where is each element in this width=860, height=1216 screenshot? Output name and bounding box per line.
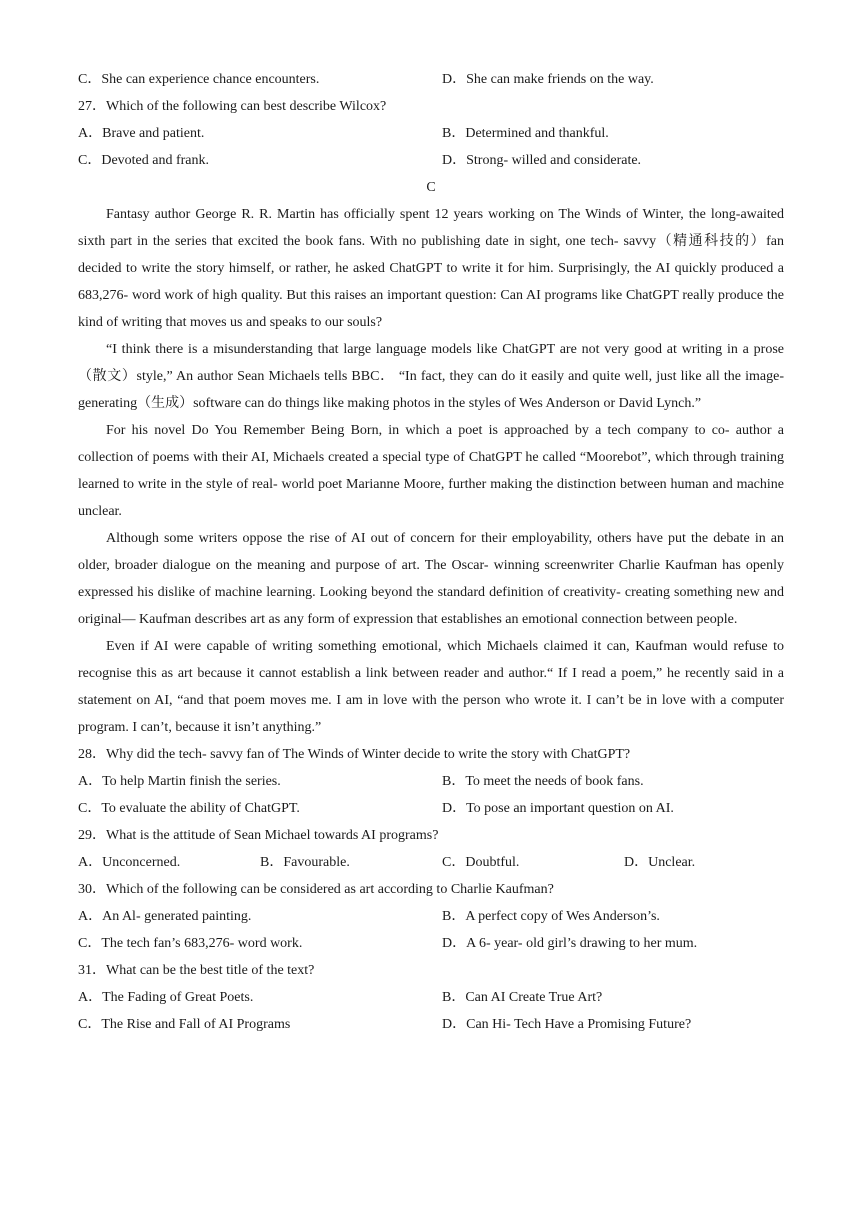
exam-page — [78, 66, 784, 1038]
passage-paragraph-3: For his novel Do You Remember Being Born, in which a poet is approached by a tech company to co- author a collection of poems with their AI, Michaels created a special type of ChatGPT he called “Moorebot”, which through training learned to write in the style of real- world poet Marianne Moore, further making the distinction between human and machine unclear. — [78, 423, 784, 519]
q27-option-c: C．Devoted and frank. — [78, 153, 210, 168]
q27-stem: 27．Which of the following can best describe Wilcox? — [78, 99, 387, 114]
q31-options-cd — [78, 1011, 784, 1038]
q29-stem: 29．What is the attitude of Sean Michael towards AI programs? — [78, 828, 439, 843]
q30-stem: 30．Which of the following can be considered as art according to Charlie Kaufman? — [78, 882, 554, 897]
q30-options-ab — [78, 903, 784, 930]
q30-option-c: C．The tech fan’s 683,276- word work. — [78, 936, 303, 951]
q30-option-b: B．A perfect copy of Wes Anderson’s. — [442, 909, 660, 924]
section-label: C — [426, 180, 436, 195]
q29-options — [78, 849, 784, 876]
q27-option-b: B．Determined and thankful. — [442, 126, 609, 141]
q27-options-ab — [78, 120, 784, 147]
q29-option-d: D．Unclear. — [624, 855, 696, 870]
q30-options-cd — [78, 930, 784, 957]
q28-option-a: A．To help Martin finish the series. — [78, 774, 281, 789]
passage-paragraph-2: “I think there is a misunderstanding that large language models like ChatGPT are not very good at writing in a prose（散文）style,” An author Sean Michaels tells BBC． “In fact, they can do it easily and quite well, just like all the image- generating（生成）software can do things like making photos in the styles of Wes Anderson or David Lynch.” — [78, 342, 784, 411]
q28-option-c: C．To evaluate the ability of ChatGPT. — [78, 801, 300, 816]
q27-option-d: D．Strong- willed and considerate. — [442, 153, 642, 168]
q26-options-cd — [78, 66, 784, 93]
q31-option-b: B．Can AI Create True Art? — [442, 990, 603, 1005]
q28-option-b: B．To meet the needs of book fans. — [442, 774, 644, 789]
q31-options-ab — [78, 984, 784, 1011]
q31-stem: 31．What can be the best title of the text? — [78, 963, 315, 978]
passage-paragraph-4: Although some writers oppose the rise of AI out of concern for their employability, others have put the debate in an older, broader dialogue on the meaning and purpose of art. The Oscar- winning screenwriter Charlie Kaufman has openly expressed his dislike of machine learning. Looking beyond the standard definition of creativity- creating something new and original— Kaufman describes art as any form of expression that establishes an emotional connection between people. — [78, 531, 784, 627]
q31-option-d: D．Can Hi- Tech Have a Promising Future? — [442, 1017, 692, 1032]
q29-option-c: C．Doubtful. — [442, 855, 520, 870]
q27-options-cd — [78, 147, 784, 174]
q28-option-d: D．To pose an important question on AI. — [442, 801, 674, 816]
q26-option-d: D．She can make friends on the way. — [442, 72, 654, 87]
q30-option-a: A．An Al- generated painting. — [78, 909, 252, 924]
q30-option-d: D．A 6- year- old girl’s drawing to her mum. — [442, 936, 698, 951]
passage-paragraph-5: Even if AI were capable of writing something emotional, which Michaels claimed it can, Kaufman would refuse to recognise this as art because it cannot establish a link between reader and author.“ If I read a poem,” he recently said in a statement on AI, “and that poem moves me. I am in love with the person who wrote it. I can’t be in love with a computer program. I can’t, because it isn’t anything.” — [78, 639, 784, 735]
q29-option-b: B．Favourable. — [260, 855, 350, 870]
q27-option-a: A．Brave and patient. — [78, 126, 205, 141]
q31-option-a: A．The Fading of Great Poets. — [78, 990, 254, 1005]
passage-paragraph-1: Fantasy author George R. R. Martin has officially spent 12 years working on The Winds of Winter, the long-awaited sixth part in the series that excited the book fans. With no publishing date in sight, one tech- savvy（精通科技的）fan decided to write the story himself, or rather, he asked ChatGPT to write it for him. Surprisingly, the AI quickly produced a 683,276- word work of high quality. But this raises an important question: Can AI programs like ChatGPT really produce the kind of writing that moves us and speaks to our souls? — [78, 207, 784, 330]
q29-option-a: A．Unconcerned. — [78, 855, 181, 870]
q28-stem: 28．Why did the tech- savvy fan of The Winds of Winter decide to write the story with ChatGPT? — [78, 747, 631, 762]
q31-option-c: C．The Rise and Fall of AI Programs — [78, 1017, 291, 1032]
q28-options-ab — [78, 768, 784, 795]
q28-options-cd — [78, 795, 784, 822]
q26-option-c: C．She can experience chance encounters. — [78, 72, 320, 87]
